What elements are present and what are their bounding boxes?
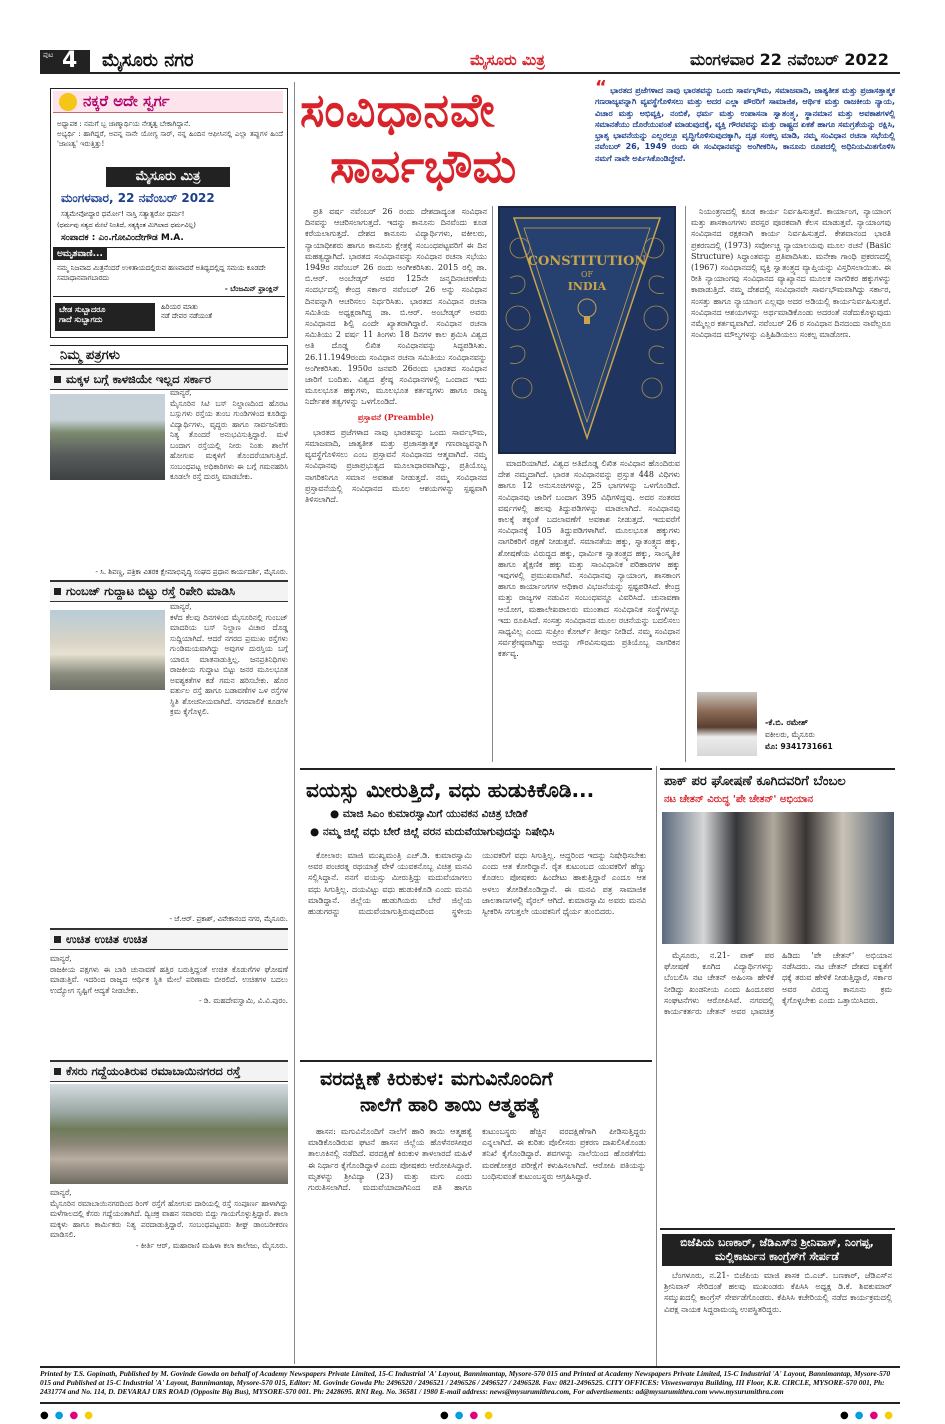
registration-marks-right: ●●●● [840,1410,899,1421]
logo-text: ಮೈಸೂರು ಮಿತ್ರ [135,169,201,184]
preamble-label: ಪ್ರಸ್ತಾವನೆ (Preamble) [357,411,435,422]
letter-2-salutation: ಮಾನ್ಯರೆ, [170,602,192,611]
letter-4-body [50,1188,288,1251]
quote-text: ನಮ್ಮ ನಿಜವಾದ ಮಿತ್ರನೆಂದರೆ ಉಳಿತಾಯದಲ್ಲಿರುವ ಹಣವಾದರೆ ಅತಿಥ್ಯದಲ್ಲಿದ್ದ ಸಮಯ ಕೂಡದೇ ಸಮಾಧಾನವಾಗಬಾರದು [57,264,266,282]
letter-2 [50,580,288,923]
lead-col-1-text: ಪ್ರತಿ ವರ್ಷ ನವೆಂಬರ್ 26 ರಂದು ದೇಶದಾದ್ಯಂತ ಸಂವಿಧಾನ ದಿನವನ್ನು ಆಚರಿಸಲಾಗುತ್ತದೆ. ಇದನ್ನು ಕಾನೂನು ದಿನವೆಂದು ಕೂಡ ಕರೆಯಲಾಗುತ್ತದೆ. ದೇಶದ ಕಾನೂನು ವಿದ್ಯಾರ್ಥಿಗಳು, ವಕೀಲರು, ನ್ಯಾಯಾಧೀಶರು ಹಾಗೂ ಕಾನೂನು ಕ್ಷೇತ್ರಕ್ಕೆ ಸಂಬಂಧಪಟ್ಟವರಿಗೆ ಈ ದಿನ ಮಹತ್ವದ್ದಾಗಿದೆ. ಭಾರತದ ಸಂವಿಧಾನವನ್ನು ಸಂವಿಧಾನ ರಚನಾ ಸಭೆಯು 1949ರ ನವೆಂಬರ್ 26 ರಂದು ಅಂಗೀಕರಿಸಿತು. 2015 ರಲ್ಲಿ ಡಾ. ಬಿ.ಆರ್. ಅಂಬೇಡ್ಕರ್ ಅವರ 125ನೇ ಜನ್ಮದಿನಾಚರಣೆಯ ಸಂದರ್ಭದಲ್ಲಿ ಕೇಂದ್ರ ಸರ್ಕಾರ ನವೆಂಬರ್ 26 ಅನ್ನು ಸಂವಿಧಾನ ದಿನವನ್ನಾಗಿ ಆಚರಿಸಲು ನಿರ್ಧರಿಸಿತು. ಭಾರತದ ಸಂವಿಧಾನ ರಚನಾ ಸಮಿತಿಯ ಅಧ್ಯಕ್ಷರಾಗಿದ್ದ ಡಾ. ಬಿ.ಆರ್. ಅಂಬೇಡ್ಕರ್ ಅವರು ಸಂವಿಧಾನದ ಶಿಲ್ಪಿ ಎಂದೇ ಖ್ಯಾತರಾಗಿದ್ದಾರೆ. ಸಂವಿಧಾನ ರಚನಾ ಸಮಿತಿಯು 2 ವರ್ಷ 11 ತಿಂಗಳು 18 ದಿನಗಳ ಕಾಲ ಶ್ರಮಿಸಿ ವಿಶ್ವದ ಅತಿ ದೊಡ್ಡ ಲಿಖಿತ ಸಂವಿಧಾನವನ್ನು ಸಿದ್ಧಪಡಿಸಿತು. 26.11.1949ರಂದು ಸಂವಿಧಾನ ರಚನಾ ಸಮಿತಿಯು ಸಂವಿಧಾನವನ್ನು ಅಂಗೀಕರಿಸಿತು. 1950ರ ಜನವರಿ 26ರಂದು ಭಾರತದ ಸಂವಿಧಾನ ಜಾರಿಗೆ ಬಂದಿತು. ವಿಶ್ವದ ಶ್ರೇಷ್ಠ ಸಂವಿಧಾನಗಳಲ್ಲಿ ಒಂದಾದ ಇದು ಮೂಲಭೂತ ಹಕ್ಕುಗಳು, ಮೂಲಭೂತ ಕರ್ತವ್ಯಗಳು ಹಾಗೂ ರಾಜ್ಯ ನಿರ್ದೇಶಕ ತತ್ವಗಳನ್ನು ಒಳಗೊಂಡಿದೆ. [305,207,487,407]
column-rule-lead-2 [685,206,686,762]
registration-marks-center: ●●●● [440,1410,499,1421]
editor-label: ಸಂಪಾದಕ : [61,233,99,243]
story-3-body: ಮೈಸೂರು, ನ.21- ಪಾಕ್ ಪರ ಘೋಷಣೆ ಕೂಗಿದ ವಿದ್ಯಾರ್ಥಿಗಳನ್ನು ಬೆಂಬಲಿಸಿ ನಟ ಚೇತನ್ ಅಹಿಂಸಾ ಹೇಳಿಕೆ ನೀಡಿದ್ದು ಖಂಡನೀಯ ಎಂದು ಹಿಂದೂಪರ ಸಂಘಟನೆಗಳು ಆರೋಪಿಸಿವೆ. ನಗರದಲ್ಲಿ ಕಾರ್ಯಕರ್ತರು ಚೇತನ್ ಅವರ ಭಾವಚಿತ್ರ ಹಿಡಿದು 'ಪೇ ಚೇತನ್' ಅಭಿಯಾನ ನಡೆಸಿದರು. ನಟ ಚೇತನ್ ದೇಶದ ಐಕ್ಯತೆಗೆ ಧಕ್ಕೆ ತರುವ ಹೇಳಿಕೆ ನೀಡುತ್ತಿದ್ದಾರೆ, ಸರ್ಕಾರ ಅವರ ವಿರುದ್ಧ ಕಾನೂನು ಕ್ರಮ ಕೈಗೊಳ್ಳಬೇಕು ಎಂದು ಒತ್ತಾಯಿಸಿದರು. [664,951,892,1017]
laugh-banner [53,91,283,113]
proverb-right: ಹಿರಿಯರ ಮಾತು ನಡೆ ದೇವರ ನಡೆಯಂತೆ [161,303,213,320]
registration-marks-left: ●●●● [40,1410,99,1421]
book-title: CONSTITUTION [527,254,647,269]
quote-author: - ಬೆಂಜಮಿನ್ ಫ್ರಾಂಕ್ಲಿನ್ [224,285,279,293]
story-5-body: ಹಾಸನ: ಮಗುವಿನೊಂದಿಗೆ ನಾಲೆಗೆ ಹಾರಿ ತಾಯಿ ಆತ್ಮಹತ್ಯೆ ಮಾಡಿಕೊಂಡಿರುವ ಘಟನೆ ಹಾಸನ ಜಿಲ್ಲೆಯ ಹೊಳೆನರಸೀಪುರ ತಾಲೂಕಿನಲ್ಲಿ ನಡೆದಿದೆ. ವರದಕ್ಷಿಣೆ ಕಿರುಕುಳ ತಾಳಲಾರದೆ ಮಹಿಳೆ ಈ ನಿರ್ಧಾರ ಕೈಗೊಂಡಿದ್ದಾಳೆ ಎಂದು ಪೋಷಕರು ಆರೋಪಿಸಿದ್ದಾರೆ. ಮೃತಳನ್ನು ಶ್ರೀವಿದ್ಯಾ (23) ಮತ್ತು ಮಗು ಎಂದು ಗುರುತಿಸಲಾಗಿದೆ. ಮದುವೆಯಾದಾಗಿನಿಂದ ಪತಿ ಹಾಗೂ ಕುಟುಂಬಸ್ಥರು ಹೆಚ್ಚಿನ ವರದಕ್ಷಿಣೆಗಾಗಿ ಪೀಡಿಸುತ್ತಿದ್ದರು ಎನ್ನಲಾಗಿದೆ. ಈ ಕುರಿತು ಪೊಲೀಸರು ಪ್ರಕರಣ ದಾಖಲಿಸಿಕೊಂಡು ತನಿಖೆ ಕೈಗೊಂಡಿದ್ದಾರೆ. ಶವಗಳನ್ನು ನಾಲೆಯಿಂದ ಹೊರತೆಗೆದು ಮರಣೋತ್ತರ ಪರೀಕ್ಷೆಗೆ ಕಳುಹಿಸಲಾಗಿದೆ. ಆರೋಪಿ ಪತಿಯನ್ನು ಬಂಧಿಸುವಂತೆ ಕುಟುಂಬಸ್ಥರು ಆಗ್ರಹಿಸಿದ್ದಾರೆ. [308,1127,646,1193]
letter-4-signature: - ಕೀರ್ತಿ ಆರ್, ಮಹಾರಾಣಿ ಮಹಿಳಾ ಕಲಾ ಕಾಲೇಜು, ಮೈಸೂರು. [135,1240,288,1250]
letter-2-photo [50,610,165,690]
masthead-box [50,88,288,338]
letter-2-title: ಗುಂಬಜ್ ಗುದ್ದಾಟ ಬಿಟ್ಟು ರಸ್ತೆ ರಿಪೇರಿ ಮಾಡಿಸಿ [50,580,288,602]
editor-degree: M.A. [160,233,184,243]
lead-quote [595,77,895,198]
story-4 [660,1228,895,1362]
quote-mark-icon: “ [595,77,607,98]
story-4-headline: ಬಿಜೆಪಿಯ ಬಣಕಾರ್, ಜೆಡಿಎಸ್‌ನ ಶ್ರೀನಿವಾಸ್, ನಿಂಗಪ್ಪ, ಮಲ್ಲಿಕಾರ್ಜುನ ಕಾಂಗ್ರೆಸ್‌ಗೆ ಸೇರ್ಪಡೆ [662,1234,892,1266]
story-2-sub-2: ● ನಮ್ಮ ಜಿಲ್ಲೆ ವಧು ಬೇರೆ ಜಿಲ್ಲೆ ವರನ ಮದುವೆಯಾಗುವುದನ್ನು ನಿಷೇಧಿಸಿ [310,826,555,838]
letter-4-text: ಮೈಸೂರಿನ ರಮಾಬಾಯಿನಗರದಿಂದ ರಿಂಗ್ ರಸ್ತೆಗೆ ಹೋಗುವ ದಾರಿಯಲ್ಲಿ ರಸ್ತೆ ಸಂಪೂರ್ಣ ಹಾಳಾಗಿದ್ದು ಮಳೆಗಾಲದಲ್ಲಿ ಕೆಸರು ಗದ್ದೆಯಂತಾಗಿದೆ. ದ್ವಿಚಕ್ರ ವಾಹನ ಸವಾರರು ಬಿದ್ದು ಗಾಯಗೊಳ್ಳುತ್ತಿದ್ದಾರೆ. ಶಾಲಾ ಮಕ್ಕಳು ಹಾಗೂ ಕಾರ್ಮಿಕರು ನಿತ್ಯ ಪರದಾಡುತ್ತಿದ್ದಾರೆ. ಸಂಬಂಧಪಟ್ಟವರು ಶೀಘ್ರ ಡಾಂಬರೀಕರಣ ಮಾಡಿಸಲಿ. [50,1198,288,1239]
book-of: OF [580,270,594,279]
letter-3-text: ರಾಜಕೀಯ ಪಕ್ಷಗಳು ಈ ಬಾರಿ ಚುನಾವಣೆ ಹತ್ತಿರ ಬರುತ್ತಿದ್ದಂತೆ ಉಚಿತ ಕೊಡುಗೆಗಳ ಘೋಷಣೆ ಮಾಡುತ್ತಿವೆ. ಇದರಿಂದ ರಾಜ್ಯದ ಆರ್ಥಿಕ ಸ್ಥಿತಿ ಮೇಲೆ ಪರಿಣಾಮ ಬೀರಲಿದೆ. ಉಚಿತಗಳ ಬದಲು ಉದ್ಯೋಗ ಸೃಷ್ಟಿಗೆ ಆದ್ಯತೆ ನೀಡಬೇಕು. [50,964,288,995]
letter-2-text: ಕಳೆದ ಕೆಲವು ದಿನಗಳಿಂದ ಮೈಸೂರಿನಲ್ಲಿ ಗುಂಬಜ್ ಮಾದರಿಯ ಬಸ್ ನಿಲ್ದಾಣ ವಿಚಾರ ದೊಡ್ಡ ಸುದ್ದಿಯಾಗಿದೆ. ಆದರೆ ನಗರದ ಪ್ರಮುಖ ರಸ್ತೆಗಳು ಗುಂಡಿಮಯವಾಗಿದ್ದು ಅವುಗಳ ದುರಸ್ತಿಯ ಬಗ್ಗೆ ಯಾರೂ ಮಾತನಾಡುತ್ತಿಲ್ಲ. ಜನಪ್ರತಿನಿಧಿಗಳು ರಾಜಕೀಯ ಗುದ್ದಾಟ ಬಿಟ್ಟು ಜನರ ಮೂಲಭೂತ ಅವಶ್ಯಕತೆಗಳ ಕಡೆ ಗಮನ ಹರಿಸಬೇಕು. ಹೊರ ವರ್ತುಲ ರಸ್ತೆ ಹಾಗೂ ಬಡಾವಣೆಗಳ ಒಳ ರಸ್ತೆಗಳ ಸ್ಥಿತಿ ಶೋಚನೀಯವಾಗಿದೆ. ನಗರಪಾಲಿಕೆ ಕೂಡಲೇ ಕ್ರಮ ಕೈಗೊಳ್ಳಲಿ. [170,612,288,716]
joke-line-1: ಅಧ್ಯಾಪಕ : ನಮಗೆ ಬ್ಬ ಜಾಣ್ಮಾರ್ಥಿಯ ನೇತೃತ್ವ ಬೇಕಾಗಿದ್ದಾನೆ. [57,120,191,128]
motto-2: (ಧರ್ಮವು ಸತ್ಯದ ಮೇಲೆ ನಿಂತಿದೆ, ಸತ್ಯಕ್ಕಿಂತ ಮಿಗಿಲಾದ ಧರ್ಮವಿಲ್ಲ) [57,221,196,229]
lead-col-2-text: ಮಾದರಿಯಾಗಿದೆ. ವಿಶ್ವದ ಅತಿದೊಡ್ಡ ಲಿಖಿತ ಸಂವಿಧಾನ ಹೊಂದಿರುವ ದೇಶ ನಮ್ಮದಾಗಿದೆ. ಭಾರತ ಸಂವಿಧಾನವನ್ನು ಪ್ರಸ್ತುತ 448 ವಿಧಿಗಳು ಹಾಗೂ 12 ಅನುಸೂಚಿಗಳನ್ನು, 25 ಭಾಗಗಳನ್ನು ಒಳಗೊಂಡಿದೆ. ಸಂವಿಧಾನವು ಜಾರಿಗೆ ಬಂದಾಗ 395 ವಿಧಿಗಳಿದ್ದವು. ಅದರ ನಂತರದ ವರ್ಷಗಳಲ್ಲಿ ಹಲವು ತಿದ್ದುಪಡಿಗಳನ್ನು ಮಾಡಲಾಗಿದೆ. ಸಂವಿಧಾನವು ಕಾಲಕ್ಕೆ ತಕ್ಕಂತೆ ಬದಲಾವಣೆಗೆ ಅವಕಾಶ ನೀಡುತ್ತದೆ. ಇದುವರೆಗೆ ಸಂವಿಧಾನಕ್ಕೆ 105 ತಿದ್ದುಪಡಿಗಳಾಗಿವೆ. ಮೂಲಭೂತ ಹಕ್ಕುಗಳು ನಾಗರಿಕರಿಗೆ ರಕ್ಷಣೆ ನೀಡುತ್ತವೆ. ಸಮಾನತೆಯ ಹಕ್ಕು, ಸ್ವಾತಂತ್ರ್ಯದ ಹಕ್ಕು, ಶೋಷಣೆಯ ವಿರುದ್ಧದ ಹಕ್ಕು, ಧಾರ್ಮಿಕ ಸ್ವಾತಂತ್ರ್ಯದ ಹಕ್ಕು, ಸಾಂಸ್ಕೃತಿಕ ಹಾಗೂ ಶೈಕ್ಷಣಿಕ ಹಕ್ಕು ಮತ್ತು ಸಾಂವಿಧಾನಿಕ ಪರಿಹಾರಗಳ ಹಕ್ಕು ಇವುಗಳಲ್ಲಿ ಪ್ರಮುಖವಾಗಿವೆ. ಸಂವಿಧಾನವು ನ್ಯಾಯಾಂಗ, ಶಾಸಕಾಂಗ ಹಾಗೂ ಕಾರ್ಯಾಂಗಗಳ ಅಧಿಕಾರ ವಿಭಜನೆಯನ್ನು ಸ್ಪಷ್ಟಪಡಿಸಿದೆ. ಕೇಂದ್ರ ಮತ್ತು ರಾಜ್ಯಗಳ ನಡುವಿನ ಸಂಬಂಧವನ್ನೂ ವಿವರಿಸಿದೆ. ಚುನಾವಣಾ ಆಯೋಗ, ಮಹಾಲೇಖಪಾಲರು ಮುಂತಾದ ಸಂವಿಧಾನಿಕ ಸಂಸ್ಥೆಗಳನ್ನೂ ಇದು ರೂಪಿಸಿದೆ. ಸಂಸತ್ತು ಸಂವಿಧಾನದ ಮೂಲ ರಚನೆಯನ್ನು ಬದಲಿಸಲು ಸಾಧ್ಯವಿಲ್ಲ ಎಂದು ಸುಪ್ರೀಂ ಕೋರ್ಟ್ ತೀರ್ಪು ನೀಡಿದೆ. ನಮ್ಮ ಸಂವಿಧಾನ ಸರ್ವಶ್ರೇಷ್ಠವಾಗಿದ್ದು ಅದನ್ನು ಗೌರವಿಸುವುದು ಪ್ರತಿಯೊಬ್ಬ ನಾಗರಿಕನ ಕರ್ತವ್ಯ. [498,459,680,659]
editor-name: ಎಂ.ಗೋವಿಂದೇಗೌಡ [98,233,158,243]
lead-headline [300,82,590,200]
letter-3-signature: - ಡಿ. ಮಹದೇವಸ್ವಾಮಿ, ವಿ.ವಿ.ಪುರಂ. [199,996,288,1005]
bullet-icon: ● [330,808,343,820]
lead-col-1 [305,206,487,762]
lead-col-1b-text: ಭಾರತದ ಪ್ರಜೆಗಳಾದ ನಾವು ಭಾರತವನ್ನು ಒಂದು ಸಾರ್ವಭೌಮ, ಸಮಾಜವಾದಿ, ಜಾತ್ಯತೀತ ಮತ್ತು ಪ್ರಜಾಸತ್ತಾತ್ಮಕ ಗಣರಾಜ್ಯವನ್ನಾಗಿ ವ್ಯವಸ್ಥೆಗೊಳಿಸಲು ಎಂಬ ಪ್ರಸ್ತಾವನೆ ಸಂವಿಧಾನದ ಆತ್ಮವಾಗಿದೆ. ನಮ್ಮ ಸಂವಿಧಾನವು ಪ್ರಜಾಪ್ರಭುತ್ವದ ಮೂಲಾಧಾರವಾಗಿದ್ದು, ಪ್ರತಿಯೊಬ್ಬ ನಾಗರಿಕನಿಗೂ ಸಮಾನ ಅವಕಾಶ ನೀಡುತ್ತದೆ. ನಮ್ಮ ಸಂವಿಧಾನದ ಪ್ರಸ್ತಾವನೆಯಲ್ಲಿ ಸಂವಿಧಾನದ ಮೂಲ ಆಶಯಗಳನ್ನು ಸ್ಪಷ್ಟವಾಗಿ ತಿಳಿಸಲಾಗಿದೆ. [305,427,487,505]
letter-1-photo [50,394,165,480]
laugh-title: ನಕ್ಕರೆ ಅದೇ ಸ್ವರ್ಗ [83,92,170,110]
author-box [691,690,891,760]
letter-3 [50,928,288,1007]
author-name: -ಕೆ.ಬಿ. ರಮೇಶ್ [765,718,808,727]
letter-2-signature: - ಜೆ.ಆರ್. ಪ್ರಕಾಶ್, ವಿವೇಕಾನಂದ ನಗರ, ಮೈಸೂರು. [169,915,288,923]
joke-text [57,119,283,149]
quote-title: ಅಮೃತವಾಣಿ... [53,248,107,260]
book-country: INDIA [567,280,607,293]
author-photo [697,692,757,756]
lead-headline-line-1: ಸಂವಿಧಾನವೇ [300,83,496,137]
lead-quote-text: ಭಾರತದ ಪ್ರಜೆಗಳಾದ ನಾವು ಭಾರತವನ್ನು ಒಂದು ಸಾರ್ವಭೌಮ, ಸಮಾಜವಾದಿ, ಜಾತ್ಯತೀತ ಮತ್ತು ಪ್ರಜಾಸತ್ತಾತ್ಮಕ ಗಣರಾಜ್ಯವನ್ನಾಗಿ ವ್ಯವಸ್ಥೆಗೊಳಿಸಲು ಮತ್ತು ಅದರ ಎಲ್ಲಾ ಪೌರರಿಗೆ ಸಾಮಾಜಿಕ, ಆರ್ಥಿಕ ಮತ್ತು ರಾಜಕೀಯ ನ್ಯಾಯ, ವಿಚಾರ ಮತ್ತು ಅಭಿವ್ಯಕ್ತಿ, ನಂಬಿಕೆ, ಧರ್ಮ ಮತ್ತು ಉಪಾಸನಾ ಸ್ವಾತಂತ್ರ್ಯ, ಸ್ಥಾನಮಾನ ಮತ್ತು ಅವಕಾಶಗಳಲ್ಲಿ ಸಮಾನತೆಯು ದೊರೆಯುವಂತೆ ಮಾಡುವುದಕ್ಕೆ, ವ್ಯಕ್ತಿ ಗೌರವವನ್ನು ಮತ್ತು ರಾಷ್ಟ್ರದ ಏಕತೆ ಹಾಗೂ ಸಮಗ್ರತೆಯನ್ನು ರಕ್ಷಿಸಿ, ಭ್ರಾತೃ ಭಾವನೆಯನ್ನು ಎಲ್ಲರಲ್ಲೂ ವೃದ್ಧಿಗೊಳಿಸುವುದಕ್ಕಾಗಿ, ದೃಢ ಸಂಕಲ್ಪ ಮಾಡಿ, ನಮ್ಮ ಸಂವಿಧಾನ ರಚನಾ ಸಭೆಯಲ್ಲಿ ನವೆಂಬರ್ 26, 1949 ರಂದು ಈ ಸಂವಿಧಾನವನ್ನು ಅಂಗೀಕರಿಸಿ, ಕಾನೂನು ರೂಪದಲ್ಲಿ ಅಧಿನಿಯಮಿತಗೊಳಿಸಿ ನಮಗೆ ನಾವೇ ಅರ್ಪಿಸಿಕೊಂಡಿದ್ದೇವೆ. [595,86,895,163]
story-3-subhead: ನಟ ಚೇತನ್ ವಿರುದ್ಧ 'ಪೇ ಚೇತನ್' ಅಭಿಯಾನ [664,794,814,805]
letter-4-title: ಕೆಸರು ಗದ್ದೆಯಂತಿರುವ ರಮಾಬಾಯಿನಗರದ ರಸ್ತೆ [50,1060,288,1082]
constitution-book-image [498,206,676,454]
header-date: ಮಂಗಳವಾರ 22 ನವೆಂಬರ್ 2022 [690,50,889,69]
quote-box [53,247,285,297]
letter-4-photo [50,1084,288,1184]
story-2-body: ಕೋಲಾರ: ಮಾಜಿ ಮುಖ್ಯಮಂತ್ರಿ ಎಚ್.ಡಿ. ಕುಮಾರಸ್ವಾಮಿ ಅವರ ಪಂಚರತ್ನ ರಥಯಾತ್ರೆ ವೇಳೆ ಯುವಕನೊಬ್ಬ ವಿಚಿತ್ರ ಮನವಿ ಸಲ್ಲಿಸಿದ್ದಾನೆ. ನನಗೆ ವಯಸ್ಸು ಮೀರುತ್ತಿದ್ದು ಮದುವೆಯಾಗಲು ವಧು ಸಿಗುತ್ತಿಲ್ಲ. ದಯವಿಟ್ಟು ವಧು ಹುಡುಕಿಕೊಡಿ ಎಂದು ಮನವಿ ಮಾಡಿದ್ದಾನೆ. ಜಿಲ್ಲೆಯ ಹುಡುಗಿಯರು ಬೇರೆ ಜಿಲ್ಲೆಯ ಹುಡುಗರನ್ನು ಮದುವೆಯಾಗುತ್ತಿರುವುದರಿಂದ ಸ್ಥಳೀಯ ಯುವಕರಿಗೆ ವಧು ಸಿಗುತ್ತಿಲ್ಲ. ಆದ್ದರಿಂದ ಇದನ್ನು ನಿಷೇಧಿಸಬೇಕು ಎಂದು ಆತ ಕೋರಿದ್ದಾನೆ. ರೈತ ಕುಟುಂಬದ ಯುವಕರಿಗೆ ಹೆಣ್ಣು ಕೊಡಲು ಪೋಷಕರು ಹಿಂದೇಟು ಹಾಕುತ್ತಿದ್ದಾರೆ ಎಂದೂ ಆತ ಅಳಲು ತೋಡಿಕೊಂಡಿದ್ದಾನೆ. ಈ ಮನವಿ ಪತ್ರ ಸಾಮಾಜಿಕ ಜಾಲತಾಣಗಳಲ್ಲಿ ವೈರಲ್ ಆಗಿದೆ. ಕುಮಾರಸ್ವಾಮಿ ಅವರು ಮನವಿ ಸ್ವೀಕರಿಸಿ ನಗುತ್ತಲೇ ಯುವಕನಿಗೆ ಧೈರ್ಯ ತುಂಬಿದರು. [308,851,646,917]
lead-col-3-text: ನಿಯಂತ್ರಣದಲ್ಲಿ ಕೂಡ ಕಾರ್ಯ ನಿರ್ವಹಿಸುತ್ತವೆ. ಕಾರ್ಯಾಂಗ, ನ್ಯಾಯಾಂಗ ಮತ್ತು ಶಾಸಕಾಂಗಗಳು ಪರಸ್ಪರ ಪೂರಕವಾಗಿ ಕೆಲಸ ಮಾಡುತ್ತವೆ. ನ್ಯಾಯಾಂಗವು ಸಂವಿಧಾನದ ರಕ್ಷಕನಾಗಿ ಕಾರ್ಯ ನಿರ್ವಹಿಸುತ್ತದೆ. ಕೇಶವಾನಂದ ಭಾರತಿ ಪ್ರಕರಣದಲ್ಲಿ (1973) ಸರ್ವೋಚ್ಚ ನ್ಯಾಯಾಲಯವು ಮೂಲ ರಚನೆ (Basic Structure) ಸಿದ್ಧಾಂತವನ್ನು ಪ್ರತಿಪಾದಿಸಿತು. ಮನೇಕಾ ಗಾಂಧಿ ಪ್ರಕರಣದಲ್ಲಿ (1967) ಸಂವಿಧಾನದಲ್ಲಿ ವ್ಯಕ್ತಿ ಸ್ವಾತಂತ್ರ್ಯದ ವ್ಯಾಪ್ತಿಯನ್ನು ವಿಸ್ತರಿಸಲಾಯಿತು. ಈ ರೀತಿ ನ್ಯಾಯಾಂಗವು ಸಂವಿಧಾನದ ವ್ಯಾಖ್ಯಾನದ ಮೂಲಕ ನಾಗರಿಕರ ಹಕ್ಕುಗಳನ್ನು ಕಾಪಾಡುತ್ತಿದೆ. ನಮ್ಮ ದೇಶದಲ್ಲಿ ಸಂವಿಧಾನವೇ ಸಾರ್ವಭೌಮವಾಗಿದ್ದು ಸರ್ಕಾರ, ಸಂಸತ್ತು ಹಾಗೂ ನ್ಯಾಯಾಂಗ ಎಲ್ಲವೂ ಅದರ ಅಡಿಯಲ್ಲಿ ಕಾರ್ಯನಿರ್ವಹಿಸುತ್ತವೆ. ಸಂವಿಧಾನದ ಆಶಯಗಳನ್ನು ಅರ್ಥಮಾಡಿಕೊಂಡು ಅದರಂತೆ ನಡೆದುಕೊಳ್ಳುವುದು ನಮ್ಮೆಲ್ಲರ ಕರ್ತವ್ಯವಾಗಿದೆ. ನವೆಂಬರ್ 26 ರ ಸಂವಿಧಾನ ದಿನದಂದು ನಾವೆಲ್ಲರೂ ಸಂವಿಧಾನದ ಮೌಲ್ಯಗಳನ್ನು ಎತ್ತಿಹಿಡಿಯಲು ಸಂಕಲ್ಪ ಮಾಡೋಣ. [691,207,891,340]
page-header [40,50,900,74]
masthead-small: ಮೈಸೂರು ಮಿತ್ರ [470,51,545,69]
lead-col-2 [498,458,680,762]
box-date: ಮಂಗಳವಾರ, 22 ನವೆಂಬರ್ 2022 [61,191,215,205]
page-label: ಪುಟ [43,51,54,59]
letter-4 [50,1060,288,1250]
smiley-icon [59,93,77,111]
letter-1-title: ಮಕ್ಕಳ ಬಗ್ಗೆ ಕಾಳಜಿಯೇ ಇಲ್ಲದ ಸರ್ಕಾರ [50,368,288,390]
letters-banner-title: ನಿಮ್ಮ ಪತ್ರಗಳು [60,348,120,363]
column-rule-left [294,82,295,1364]
lead-col-3 [691,206,891,686]
story-3 [660,768,895,1226]
story-2 [300,768,652,1056]
lead-headline-line-2: ಸಾರ್ವಭೌಮ [330,139,517,193]
book-cover-art [500,208,674,452]
story-5-headline-1: ವರದಕ್ಷಿಣೆ ಕಿರುಕುಳ: ಮಗುವಿನೊಂದಿಗೆ [320,1068,553,1090]
motto-1: ಸತ್ಯಮೇವೋದ್ಧಾರ ಧರ್ಮೋ! ನಾಸ್ತಿ ಸತ್ಯಾತ್ಪರೋ ಧರ್ಮ! [61,210,185,218]
story-3-headline: ಪಾಕ್ ಪರ ಘೋಷಣೆ ಕೂಗಿದವರಿಗೆ ಬೆಂಬಲ [664,774,846,789]
page-number: 4 [62,48,78,73]
joke-line-2: ಅಭ್ಯರ್ಥಿ : ಹಾಗಿದ್ದರೆ, ಅವನ್ನ ನಾನೇ ಯೋಗ್ಯ ಸಾರ್, ನನ್ನ ಹಿಂದಿನ ಆಫೀಸಿನಲ್ಲಿ ಎಲ್ಲಾ ತಪ್ಪುಗಳ ಹಿಂದೆ 'ಜಾಣತ್ವ' ಇರುತ್ತಿತ್ತು! [57,130,283,148]
bullet-icon: ● [310,826,323,838]
story-2-headline: ವಯಸ್ಸು ಮೀರುತ್ತಿದೆ, ವಧು ಹುಡುಕಿಕೊಡಿ... [306,778,595,802]
letter-1-signature: - ಸಿ. ಶಿವಣ್ಣ, ಪತ್ರಿಕಾ ವಿತರಕ ಕ್ಷೇಮಾಭಿವೃದ್ಧಿ ಸಂಘದ ಪ್ರಧಾನ ಕಾರ್ಯದರ್ಶಿ, ಮೈಸೂರು. [95,568,288,576]
logo-box [106,167,230,187]
story-5-headline-2: ನಾಲೆಗೆ ಹಾರಿ ತಾಯಿ ಆತ್ಮಹತ್ಯೆ [360,1094,541,1116]
letter-3-body [50,950,288,1007]
story-2-sub-1: ● ಮಾಜಿ ಸಿಎಂ ಕುಮಾರಸ್ವಾಮಿಗೆ ಯುವಕನ ವಿಚಿತ್ರ ಬೇಡಿಕೆ [330,808,528,820]
imprint-text: Printed by T.S. Gopinath, Published by M. Govinde Gowda on behalf of Academy Newspapers Private Limited, 15-C Industrial 'A' Layout, Bannimantap, Mysore-570 015 and Printed at Academy Newspapers Private Limited, 15-C Industrial 'A' Layout, Bannimantap, Mysore-570 015 and Published at 15-C Industrial 'A' Layout, Bannimantap, Mysore-570 015, Editor: M. Govinde Gowda Ph: 2496520 / 2496521 / 2496526 / 2496527 / 2496528. Fax: 0821-2496525. CITY OFFICES: Visweswaraya Building, III Floor, K.R. CIRCLE, MYSORE-570 001, Ph: 2431774 and No. 114, D. DEVARAJ URS ROAD (Opposite Big Bus), MYSORE-570 001. Ph: 2428695. RNI Reg. No. 36581 / 1980 E-mail address: news@mysurumithra.com, For advertisements: ad@mysurumithra.com www.mysurumithra.com [40,1369,891,1397]
column-rule-right [656,766,657,1366]
letter-3-title: ಉಚಿತ ಉಚಿತ ಉಚಿತ [50,928,288,950]
author-place: ವಕೀಲರು, ಮೈಸೂರು [765,730,815,739]
imprint [40,1366,900,1404]
letter-1-body [170,388,288,483]
story-3-photo [662,812,894,944]
editor-line [61,233,184,243]
letter-2-body [170,602,288,864]
letter-1 [50,368,288,576]
letter-1-text: ಮೈಸೂರಿನ ಸಿಟಿ ಬಸ್ ನಿಲ್ದಾಣದಿಂದ ಹೊರಟ ಬಸ್ಸುಗಳು ರಸ್ತೆಯ ತುಂಬ ಗುಂಡಿಗಳಿಂದ ಕೂಡಿದ್ದು ವಿದ್ಯಾರ್ಥಿಗಳು, ವೃದ್ಧರು ಹಾಗೂ ಸಾರ್ವಜನಿಕರು ನಿತ್ಯ ತೊಂದರೆ ಅನುಭವಿಸುತ್ತಿದ್ದಾರೆ. ಮಳೆ ಬಂದಾಗ ರಸ್ತೆಯಲ್ಲಿ ನೀರು ನಿಂತು ಶಾಲೆಗೆ ಹೋಗುವ ಮಕ್ಕಳಿಗೆ ತೊಂದರೆಯಾಗುತ್ತಿದೆ. ಸಂಬಂಧಪಟ್ಟ ಅಧಿಕಾರಿಗಳು ಈ ಬಗ್ಗೆ ಗಮನಹರಿಸಿ ಕೂಡಲೇ ರಸ್ತೆ ದುರಸ್ತಿ ಮಾಡಬೇಕು. [170,398,288,481]
proverb-left: ಬೇಡ ಸುಬ್ಬಾದರೂ ಗಾದೆ ಸುಬ್ಬಾಗದು [55,303,155,331]
letters-banner [50,345,288,365]
letter-1-salutation: ಮಾನ್ಯರೆ, [170,388,192,397]
story-5 [300,1060,652,1364]
letter-4-salutation: ಮಾನ್ಯರೆ, [50,1188,72,1197]
page-number-badge [40,50,90,72]
column-rule-lead-1 [492,206,493,762]
section-title: ಮೈಸೂರು ನಗರ [102,50,194,71]
letter-3-salutation: ಮಾನ್ಯರೆ, [50,954,72,963]
author-phone: ಮೊ: 9341731661 [765,742,833,751]
story-4-body: ಬೆಂಗಳೂರು, ನ.21- ಬಿಜೆಪಿಯ ಮಾಜಿ ಶಾಸಕ ಬಿ.ಎಚ್. ಬಣಕಾರ್, ಜೆಡಿಎಸ್‌ನ ಶ್ರೀನಿವಾಸ್ ಸೇರಿದಂತೆ ಹಲವು ಮುಖಂಡರು ಕೆಪಿಸಿಸಿ ಅಧ್ಯಕ್ಷ ಡಿ.ಕೆ. ಶಿವಕುಮಾರ್ ಸಮ್ಮುಖದಲ್ಲಿ ಕಾಂಗ್ರೆಸ್ ಸೇರ್ಪಡೆಗೊಂಡರು. ಕೆಪಿಸಿಸಿ ಕಚೇರಿಯಲ್ಲಿ ನಡೆದ ಕಾರ್ಯಕ್ರಮದಲ್ಲಿ ವಿಪಕ್ಷ ನಾಯಕ ಸಿದ್ದರಾಮಯ್ಯ ಉಪಸ್ಥಿತರಿದ್ದರು. [664,1271,892,1314]
